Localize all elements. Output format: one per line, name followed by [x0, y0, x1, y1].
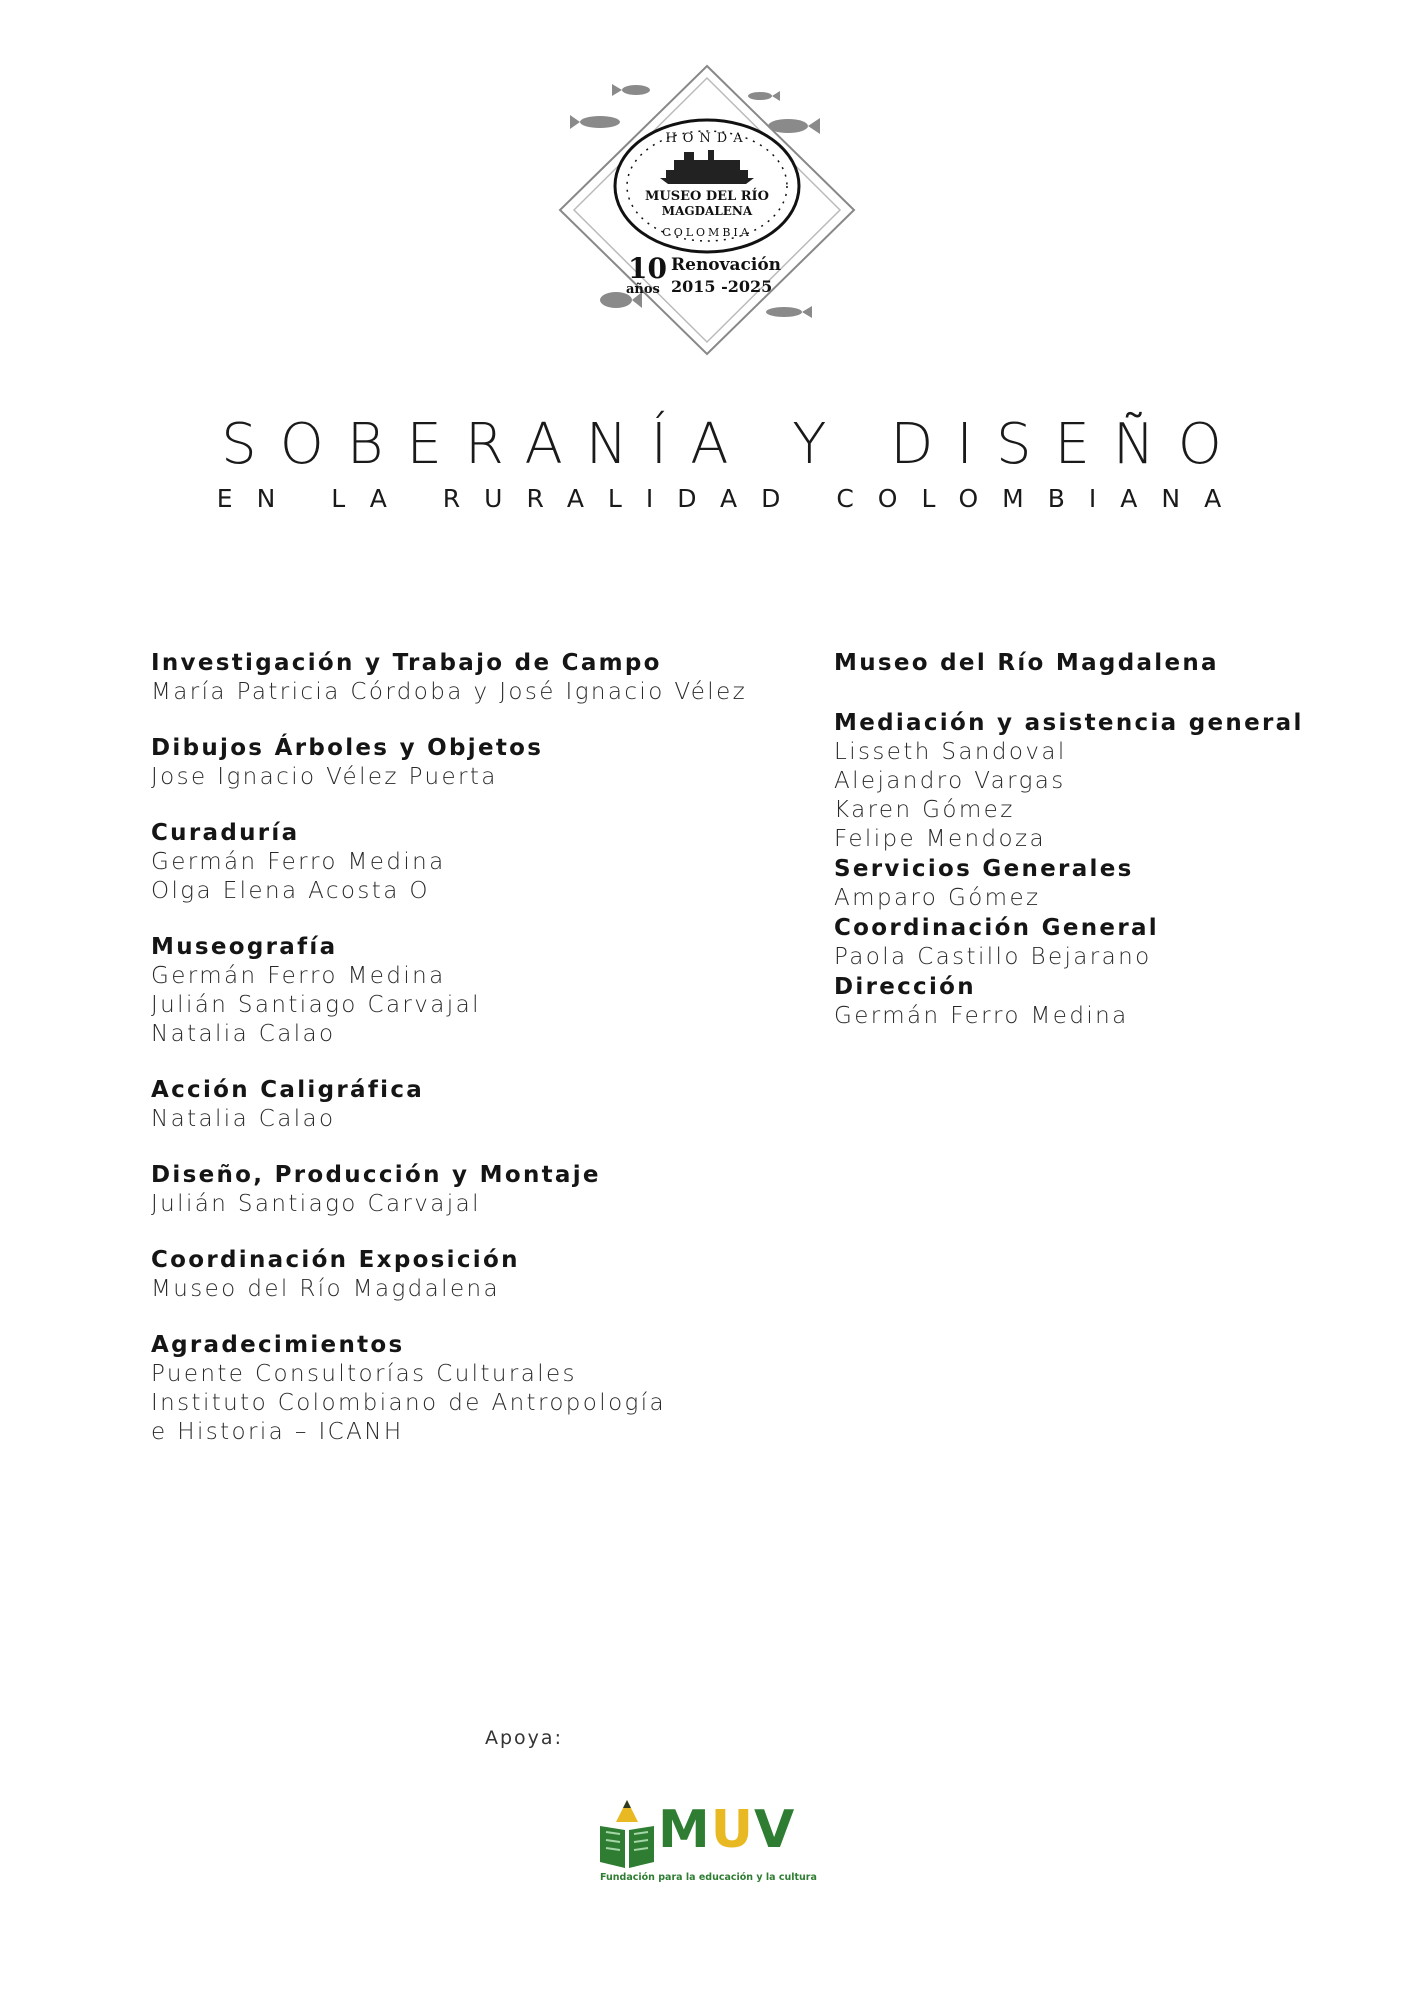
credit-block — [151, 1245, 791, 1304]
credit-line: Jose Ignacio Vélez Puerta — [151, 764, 498, 790]
logo-arc-top: HONDA — [665, 131, 749, 146]
credit-block — [151, 818, 791, 906]
credit-line: Puente Consultorías Culturales — [151, 1361, 577, 1387]
logo-years-word: años — [626, 282, 660, 297]
credit-heading: Investigación y Trabajo de Campo — [151, 650, 662, 676]
credit-block — [834, 854, 1334, 913]
credit-block — [834, 972, 1334, 1031]
support-label: Apoya: — [485, 1727, 563, 1749]
credit-line: Felipe Mendoza — [834, 826, 1046, 852]
credit-line: Olga Elena Acosta O — [151, 878, 430, 904]
credit-line: Natalia Calao — [151, 1021, 336, 1047]
credit-block — [151, 1160, 791, 1219]
credit-line: Instituto Colombiano de Antropología — [151, 1390, 667, 1416]
sponsor-tagline: Fundación para la educación y la cultura — [600, 1872, 817, 1883]
credit-heading: Dibujos Árboles y Objetos — [151, 735, 544, 761]
credit-block — [151, 1330, 791, 1447]
credit-heading: Curaduría — [151, 820, 300, 846]
credits-left-column — [151, 648, 791, 1473]
credit-line: Germán Ferro Medina — [151, 963, 446, 989]
credit-block — [151, 932, 791, 1049]
credit-line: Julián Santiago Carvajal — [151, 992, 481, 1018]
logo-arc-bottom: COLOMBIA — [662, 226, 752, 239]
sponsor-wordmark: MUV — [658, 1800, 796, 1860]
credit-heading: Museografía — [151, 934, 338, 960]
credit-line: Museo del Río Magdalena — [151, 1276, 500, 1302]
museum-logo — [548, 60, 866, 360]
logo-renovation: Renovación — [671, 255, 782, 275]
credit-block — [834, 708, 1334, 854]
credit-line: Lisseth Sandoval — [834, 739, 1067, 765]
credit-heading: Mediación y asistencia general — [834, 710, 1304, 736]
credit-heading: Servicios Generales — [834, 856, 1134, 882]
sponsor-logo — [598, 1798, 817, 1894]
credits-right-column — [834, 648, 1334, 1031]
logo-name-line2: MAGDALENA — [661, 204, 753, 218]
credit-line: Paola Castillo Bejarano — [834, 944, 1152, 970]
credit-heading: Agradecimientos — [151, 1332, 405, 1358]
logo-years-number: 10 — [628, 252, 667, 285]
logo-name-line1: MUSEO DEL RÍO — [645, 189, 769, 204]
credit-heading: Diseño, Producción y Montaje — [151, 1162, 601, 1188]
credit-heading: Dirección — [834, 974, 976, 1000]
credit-block — [151, 1075, 791, 1134]
credit-line: Julián Santiago Carvajal — [151, 1191, 481, 1217]
credit-block — [834, 913, 1334, 972]
credit-line: e Historia – ICANH — [151, 1419, 404, 1445]
logo-period: 2015 -2025 — [671, 277, 773, 296]
credit-heading: Coordinación Exposición — [151, 1247, 520, 1273]
credit-line: Amparo Gómez — [834, 885, 1041, 911]
credit-line: Alejandro Vargas — [834, 768, 1066, 794]
credit-heading: Acción Caligráfica — [151, 1077, 425, 1103]
credit-line: Natalia Calao — [151, 1106, 336, 1132]
credit-line: Germán Ferro Medina — [151, 849, 446, 875]
credit-line: María Patricia Córdoba y José Ignacio Vélez — [151, 679, 748, 705]
credit-block — [151, 733, 791, 792]
credits-right-title: Museo del Río Magdalena — [834, 650, 1219, 676]
page-subtitle: EN LA RURALIDAD COLOMBIANA — [216, 484, 1246, 513]
credit-block — [151, 648, 791, 707]
page-title: SOBERANÍA Y DISEÑO — [221, 412, 1245, 477]
credit-line: Germán Ferro Medina — [834, 1003, 1129, 1029]
credit-line: Karen Gómez — [834, 797, 1015, 823]
credit-heading: Coordinación General — [834, 915, 1159, 941]
book-pencil-icon — [598, 1798, 656, 1870]
